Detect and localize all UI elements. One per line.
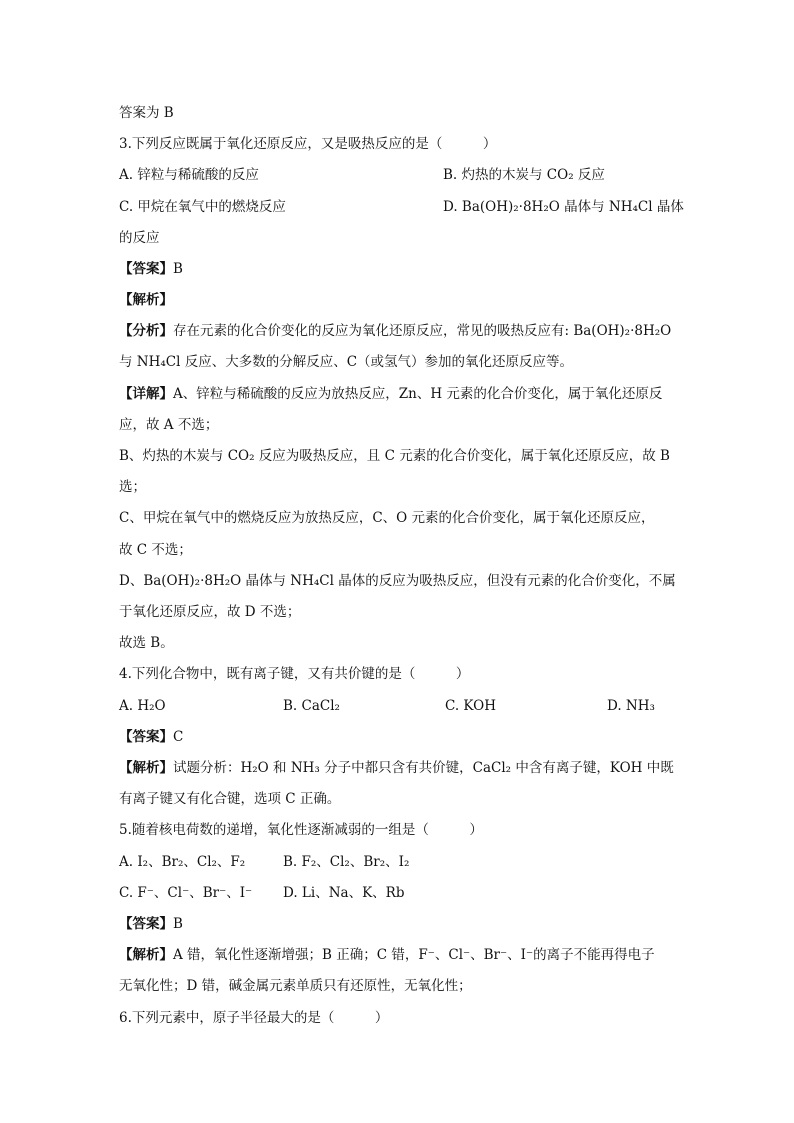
q3-xiangjie-c-line-1: C、甲烷在氧气中的燃烧反应为放热反应，C、O 元素的化合价变化，属于氧化还原反应， (119, 510, 655, 526)
q3-answer (119, 259, 183, 279)
q5-option-c: C. F⁻、Cl⁻、Br⁻、I⁻ (119, 885, 253, 901)
answer-value: B (173, 916, 183, 932)
q3-fenxi-line-1 (119, 321, 671, 341)
q5-answer (119, 914, 183, 934)
q3-option-c: C. 甲烷在氧气中的燃烧反应 (119, 199, 286, 215)
q3-xiangjie-d-line-1: D、Ba(OH)₂·8H₂O 晶体与 NH₄Cl 晶体的反应为吸热反应，但没有元素的化合价变化，不属 (119, 573, 676, 589)
q3-xiangjie-b-line-2: 选； (119, 479, 146, 495)
q5-option-d: D. Li、Na、K、Rb (283, 885, 405, 901)
q3-xiangjie-c-line-2: 故 C 不选； (119, 542, 192, 558)
q5-analysis-line-2: 无氧化性；D 错，碱金属元素单质只有还原性，无氧化性； (119, 978, 472, 994)
q3-option-d: D. Ba(OH)₂·8H₂O 晶体与 NH₄Cl 晶体 (443, 199, 684, 215)
q3-option-b: B. 灼热的木炭与 CO₂ 反应 (443, 167, 605, 183)
analysis-tag: 【解析】 (119, 292, 173, 308)
q4-stem: 4.下列化合物中，既有离子键，又有共价键的是（ ） (119, 666, 470, 682)
q3-option-a: A. 锌粒与稀硫酸的反应 (119, 167, 259, 183)
q5-option-a: A. I₂、Br₂、Cl₂、F₂ (119, 854, 246, 870)
xiangjie-text: A、锌粒与稀硫酸的反应为放热反应，Zn、H 元素的化合价变化，属于氧化还原反 (173, 386, 663, 402)
q4-option-c: C. KOH (445, 698, 496, 714)
answer-value: C (173, 729, 184, 745)
q3-xiangjie-a-line-2: 应，故 A 不选； (119, 417, 219, 433)
answer-tag: 【答案】 (119, 916, 173, 932)
q4-option-a: A. H₂O (119, 698, 166, 714)
q5-option-b: B. F₂、Cl₂、Br₂、I₂ (283, 854, 410, 870)
fenxi-text: 存在元素的化合价变化的反应为氧化还原反应，常见的吸热反应有: Ba(OH)₂·8H₂O (173, 323, 672, 339)
q3-analysis-heading (119, 290, 173, 310)
q4-option-d: D. NH₃ (607, 698, 655, 714)
q4-answer (119, 727, 183, 747)
q3-xiangjie-d-line-2: 于氧化还原反应，故 D 不选； (119, 604, 301, 620)
answer-tag: 【答案】 (119, 729, 173, 745)
q4-analysis-line-1 (119, 758, 674, 778)
q4-analysis-line-2: 有离子键又有化合键，选项 C 正确。 (119, 791, 341, 807)
q4-option-b: B. CaCl₂ (283, 698, 340, 714)
q3-option-d-continued: 的反应 (119, 230, 160, 246)
answer-value: B (173, 261, 183, 277)
previous-answer: 答案为 B (119, 105, 174, 121)
q6-stem: 6.下列元素中，原子半径最大的是（ ） (119, 1010, 389, 1026)
q3-xiangjie-a-line-1 (119, 384, 662, 404)
q5-analysis-line-1 (119, 945, 655, 965)
q3-stem: 3.下列反应既属于氧化还原反应，又是吸热反应的是（ ） (119, 136, 497, 152)
xiangjie-tag: 【详解】 (119, 386, 173, 402)
q3-fenxi-line-2: 与 NH₄Cl 反应、大多数的分解反应、C（或氢气）参加的氧化还原反应等。 (119, 354, 574, 370)
q5-stem: 5.随着核电荷数的递增，氧化性逐渐减弱的一组是（ ） (119, 822, 483, 838)
analysis-tag: 【解析】 (119, 760, 173, 776)
analysis-text: A 错，氧化性逐渐增强；B 正确；C 错，F⁻、Cl⁻、Br⁻、I⁻的离子不能再得电子 (173, 947, 655, 963)
answer-tag: 【答案】 (119, 261, 173, 277)
analysis-text: 试题分析：H₂O 和 NH₃ 分子中都只含有共价键，CaCl₂ 中含有离子键，KOH 中既 (173, 760, 674, 776)
analysis-tag: 【解析】 (119, 947, 173, 963)
fenxi-tag: 【分析】 (119, 323, 173, 339)
q3-conclusion: 故选 B。 (119, 635, 174, 651)
q3-xiangjie-b-line-1: B、灼热的木炭与 CO₂ 反应为吸热反应，且 C 元素的化合价变化，属于氧化还原反应，故 B (119, 448, 670, 464)
